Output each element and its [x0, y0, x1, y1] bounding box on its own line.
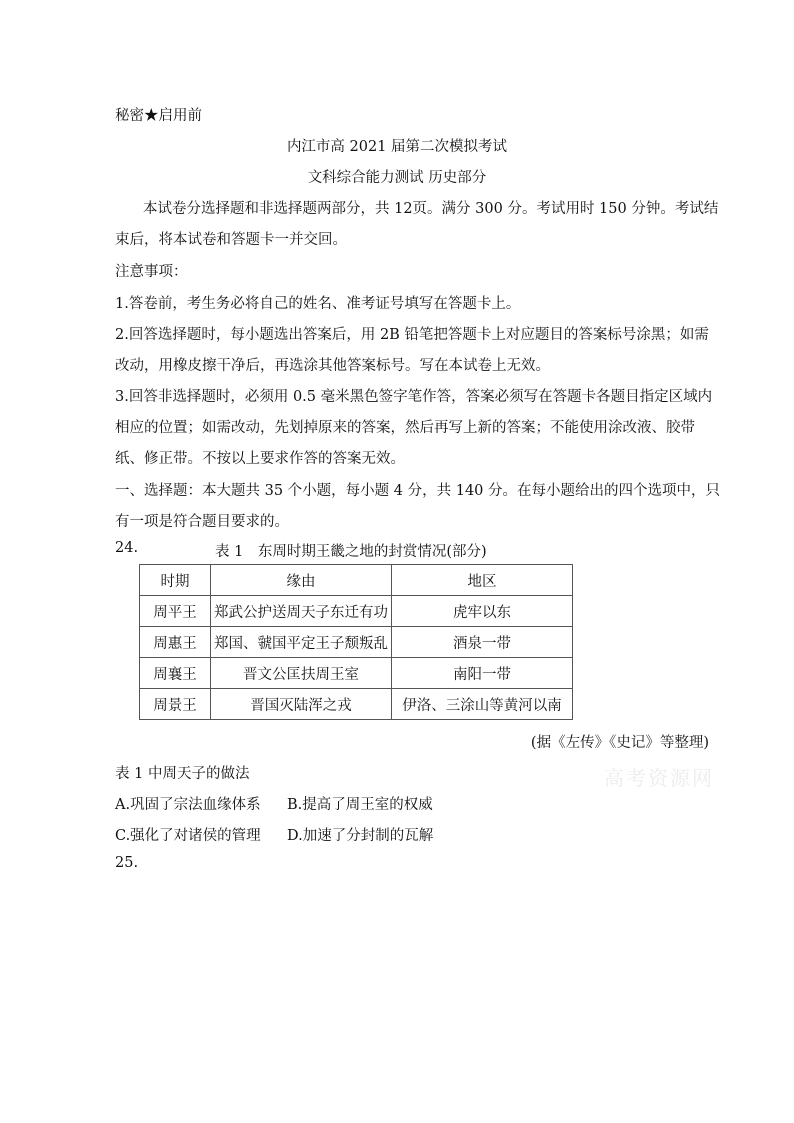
section-instruction-line-2: 有一项是符合题目要求的。 — [115, 514, 289, 530]
table-row — [140, 658, 573, 689]
table-cell: 郑武公护送周天子东迁有功 — [211, 596, 392, 627]
fengshang-table — [139, 564, 573, 720]
table-source-note: (据《左传》《史记》等整理) — [530, 735, 709, 751]
table-row — [140, 596, 573, 627]
table-cell: 晋国灭陆浑之戎 — [211, 689, 392, 720]
table-cell: 周惠王 — [140, 627, 211, 658]
section-instruction-line-1: 一、选择题：本大题共 35 个小题，每小题 4 分，共 140 分。在每小题给出的四个选项中，只 — [115, 483, 721, 499]
table-cell: 伊洛、三涂山等黄河以南 — [392, 689, 573, 720]
column-header: 地区 — [392, 565, 573, 596]
table-cell: 周景王 — [140, 689, 211, 720]
table-cell: 周襄王 — [140, 658, 211, 689]
table-cell: 周平王 — [140, 596, 211, 627]
table-header-row — [140, 565, 573, 596]
table-caption: 表 1 东周时期王畿之地的封赏情况(部分) — [215, 544, 487, 560]
intro-line-1: 本试卷分选择题和非选择题两部分，共 12页。满分 300 分。考试用时 150 分钟。考试结 — [143, 201, 719, 217]
exam-subtitle: 文科综合能力测试 历史部分 — [307, 170, 487, 186]
note-3-line-1: 3.回答非选择题时，必须用 0.5 毫米黑色签字笔作答，答案必须写在答题卡各题目指定区域内 — [115, 389, 713, 405]
exam-title: 内江市高 2021 届第二次模拟考试 — [286, 139, 508, 155]
note-2-line-1: 2.回答选择题时，每小题选出答案后，用 2B 铅笔把答题卡上对应题目的答案标号涂黑；如需 — [115, 327, 709, 343]
table-cell: 南阳一带 — [392, 658, 573, 689]
confidential-mark: 秘密★启用前 — [115, 108, 202, 124]
note-1: 1.答卷前，考生务必将自己的姓名、准考证号填写在答题卡上。 — [115, 296, 521, 312]
option-c[interactable]: C.强化了对诸侯的管理 — [115, 828, 261, 844]
table-row — [140, 689, 573, 720]
table-cell: 酒泉一带 — [392, 627, 573, 658]
note-3-line-3: 纸、修正带。不按以上要求作答的答案无效。 — [115, 451, 405, 467]
table-cell: 虎牢以东 — [392, 596, 573, 627]
column-header: 时期 — [140, 565, 211, 596]
question-24-stem: 表 1 中周天子的做法 — [115, 766, 250, 782]
watermark: 高考资源网 — [604, 766, 714, 790]
question-24-number: 24. — [115, 540, 139, 556]
note-2-line-2: 改动，用橡皮擦干净后，再选涂其他答案标号。写在本试卷上无效。 — [115, 358, 550, 374]
column-header: 缘由 — [211, 565, 392, 596]
option-a[interactable]: A.巩固了宗法血缘体系 — [115, 797, 261, 813]
table-row — [140, 627, 573, 658]
intro-line-2: 束后，将本试卷和答题卡一并交回。 — [115, 232, 347, 248]
table-cell: 郑国、虢国平定王子颓叛乱 — [211, 627, 392, 658]
option-b[interactable]: B.提高了周王室的权威 — [287, 797, 433, 813]
table-cell: 晋文公匡扶周王室 — [211, 658, 392, 689]
question-25-number: 25. — [115, 855, 139, 871]
notes-heading: 注意事项： — [115, 264, 188, 280]
option-d[interactable]: D.加速了分封制的瓦解 — [287, 828, 434, 844]
note-3-line-2: 相应的位置；如需改动，先划掉原来的答案，然后再写上新的答案；不能使用涂改液、胶带 — [115, 420, 695, 436]
